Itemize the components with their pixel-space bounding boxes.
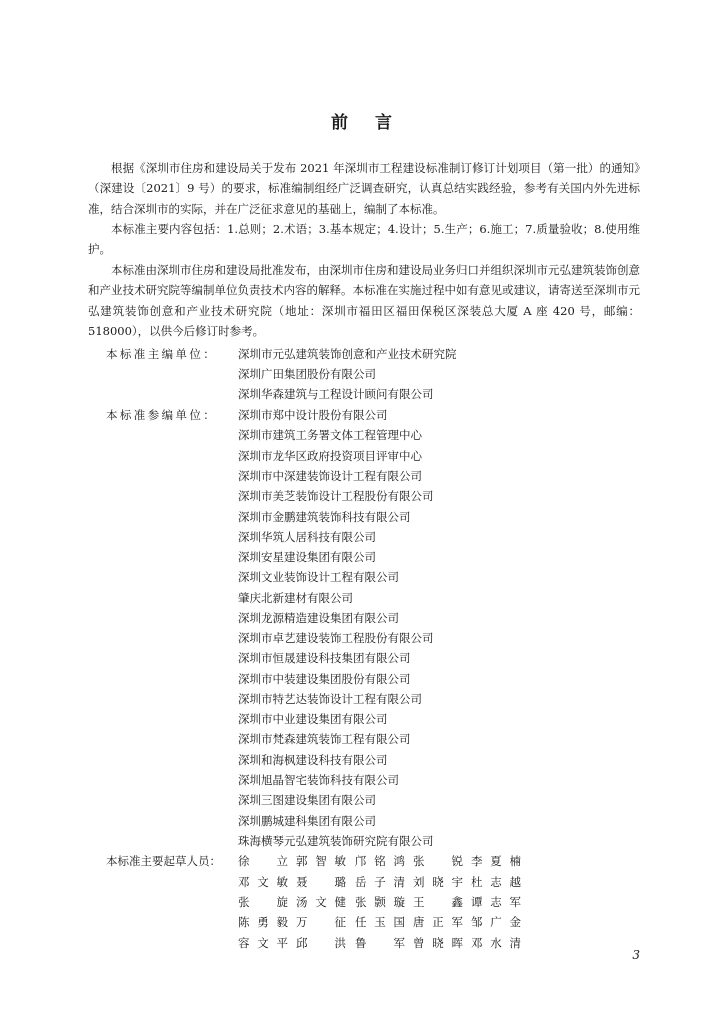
org-item: 深圳和海枫建设科技有限公司 [238, 753, 388, 767]
chief-units-label: 本标准主编单位： [106, 347, 218, 361]
paragraph-approval: 本标准由深圳市住房和建设局批准发布，由深圳市住房和建设局业务归口并组织深圳市元弘建筑装饰创意和产业技术研究院等编制单位负责技术内容的解释。本标准在实施过程中如有意见或建议，请寄送至深圳市元弘建筑装饰创意和产业技术研究院（地址：深圳市福田区福田保税区深装总大厦 A 座 420 号，邮编：518000），以供今后修订时参考。 [88, 263, 640, 338]
participating-units-label: 本标准参编单位： [106, 408, 218, 422]
org-item: 珠海横琴元弘建筑装饰研究院有限公司 [238, 834, 434, 848]
org-item: 深圳旭晶智宅装饰科技有限公司 [238, 773, 399, 787]
drafter-name: 汤文健 [296, 895, 346, 909]
org-item: 深圳市中深建装饰设计工程有限公司 [238, 469, 422, 483]
org-item: 深圳市金鹏建筑装饰科技有限公司 [238, 510, 411, 524]
title-char-2: 言 [375, 113, 393, 133]
drafter-name: 邹广金 [471, 915, 521, 929]
org-item: 深圳市龙华区政府投资项目评审中心 [238, 449, 422, 463]
org-item: 深圳文业装饰设计工程有限公司 [238, 570, 399, 584]
drafter-name: 邱 洪 [296, 936, 346, 950]
org-item: 深圳市恒晟建设科技集团有限公司 [238, 651, 411, 665]
drafters-label: 本标准主要起草人员： [106, 854, 221, 868]
org-item: 深圳三图建设集团有限公司 [238, 793, 376, 807]
org-item: 深圳龙源精造建设集团有限公司 [238, 611, 399, 625]
org-item: 深圳安星建设集团有限公司 [238, 550, 376, 564]
paragraph-basis: 根据《深圳市住房和建设局关于发布 2021 年深圳市工程建设标准制订修订计划项目（第一批）的通知》（深建设〔2021〕9 号）的要求，标准编制组经广泛调查研究，认真总结实践经验，参考有关国内外先进标准，结合深圳市的实际，并在广泛征求意见的基础上，编制了本标准。 [88, 161, 640, 216]
drafter-name: 刘晓宇 [413, 875, 463, 889]
org-item: 深圳市中业建设集团有限公司 [238, 712, 388, 726]
org-item: 深圳市卓艺建设装饰工程股份有限公司 [238, 631, 434, 645]
org-item: 深圳市美芝装饰设计工程股份有限公司 [238, 489, 434, 503]
drafter-name: 鲁 军 [355, 936, 405, 950]
drafter-name: 岳子清 [355, 875, 405, 889]
drafter-name: 杜志越 [471, 875, 521, 889]
org-item: 深圳华森建筑与工程设计顾问有限公司 [238, 387, 434, 401]
drafter-name: 万 征 [296, 915, 346, 929]
drafter-name: 陈勇毅 [238, 915, 288, 929]
org-item: 深圳市特艺达装饰设计工程有限公司 [238, 692, 422, 706]
page-number: 3 [632, 948, 640, 962]
drafter-name: 张 锐 [413, 854, 463, 868]
org-item: 深圳市郑中设计股份有限公司 [238, 408, 388, 422]
paragraph-contents: 本标准主要内容包括：1.总则；2.术语；3.基本规定；4.设计；5.生产；6.施工；7.质量验收；8.使用维护。 [88, 222, 640, 257]
org-item: 深圳广田集团股份有限公司 [238, 367, 376, 381]
drafter-name: 张 旋 [238, 895, 288, 909]
drafter-name: 徐 立 [238, 854, 288, 868]
org-item: 深圳华筑人居科技有限公司 [238, 530, 376, 544]
drafter-name: 郭智敏 [296, 854, 346, 868]
drafter-name: 邓水清 [471, 936, 521, 950]
drafter-name: 曾晓晖 [413, 936, 463, 950]
drafter-name: 任玉国 [355, 915, 405, 929]
drafter-name: 李夏楠 [471, 854, 521, 868]
drafter-name: 谭志军 [471, 895, 521, 909]
drafter-name: 容文平 [238, 936, 288, 950]
org-item: 深圳市梵森建筑装饰工程有限公司 [238, 732, 411, 746]
drafter-name: 张颢璇 [355, 895, 405, 909]
org-item: 深圳市元弘建筑装饰创意和产业技术研究院 [238, 347, 457, 361]
drafter-name: 邝铭鸿 [355, 854, 405, 868]
drafter-name: 唐正军 [413, 915, 463, 929]
title-char-1: 前 [331, 113, 349, 133]
drafter-name: 邓文敏 [238, 875, 288, 889]
org-item: 深圳鹏城建科集团有限公司 [238, 814, 376, 828]
org-item: 肇庆北新建材有限公司 [238, 591, 353, 605]
drafter-name: 聂 璐 [296, 875, 346, 889]
org-item: 深圳市建筑工务署文体工程管理中心 [238, 428, 422, 442]
page-title [0, 108, 724, 133]
drafter-name: 王 鑫 [413, 895, 463, 909]
org-item: 深圳市中装建设集团股份有限公司 [238, 672, 411, 686]
